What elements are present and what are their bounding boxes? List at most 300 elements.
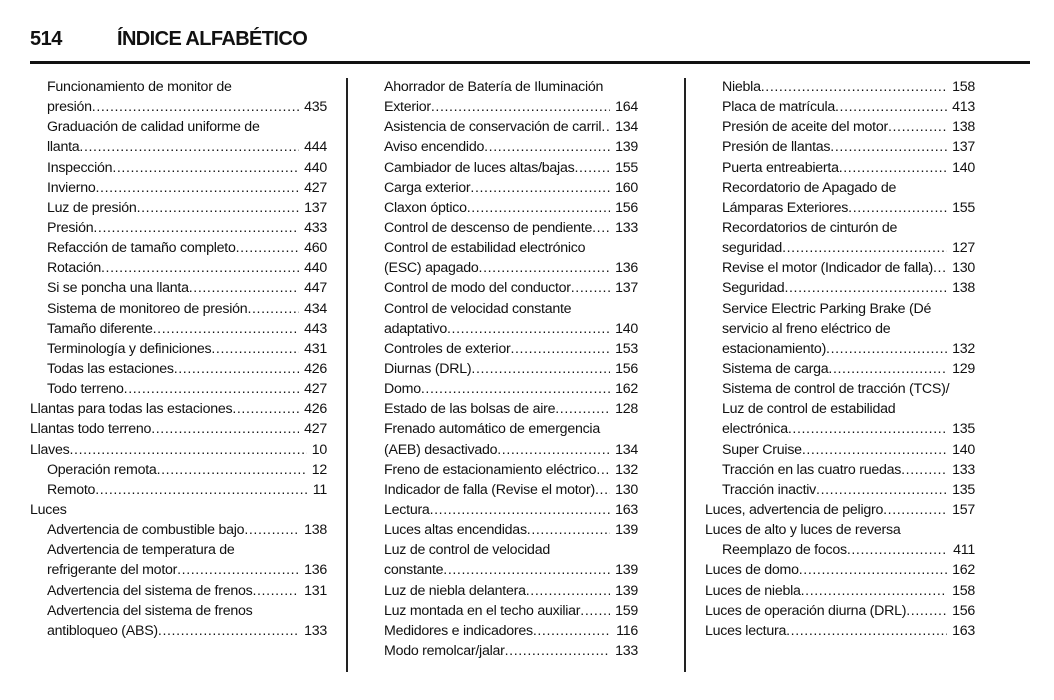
entry-text: Super Cruise xyxy=(722,441,802,458)
index-entry xyxy=(30,581,327,601)
dot-leader xyxy=(571,278,610,298)
entry-page-number: 10 xyxy=(311,441,327,458)
dot-leader xyxy=(479,258,611,278)
index-entry xyxy=(384,319,638,339)
index-column-2 xyxy=(384,77,638,661)
index-entry xyxy=(384,77,638,97)
entry-text: Llantas para todas las estaciones xyxy=(30,401,233,418)
dot-leader xyxy=(443,560,610,580)
entry-text: Todo terreno xyxy=(47,381,124,398)
entry-page-number: 135 xyxy=(952,481,975,498)
entry-page-number: 136 xyxy=(304,562,327,579)
entry-text: Luz de control de estabilidad xyxy=(722,401,896,418)
entry-text: Presión xyxy=(47,219,94,236)
entry-text: Aviso encendido xyxy=(384,139,485,156)
index-entry xyxy=(30,299,327,319)
entry-page-number: 155 xyxy=(615,159,638,176)
dot-leader xyxy=(592,218,610,238)
entry-page-number: 11 xyxy=(312,481,327,498)
entry-text: Lectura xyxy=(384,501,430,518)
entry-text: Sistema de control de tracción (TCS)/ xyxy=(722,381,950,398)
index-entry xyxy=(30,500,327,520)
dot-leader xyxy=(112,158,299,178)
entry-text: Domo xyxy=(384,381,421,398)
dot-leader xyxy=(79,137,299,157)
dot-leader xyxy=(786,621,947,641)
index-entry xyxy=(30,97,327,117)
entry-page-number: 133 xyxy=(952,461,975,478)
dot-leader xyxy=(788,419,947,439)
index-entry xyxy=(705,117,975,137)
index-entry xyxy=(705,218,975,238)
entry-text: Inspección xyxy=(47,159,113,176)
entry-page-number: 128 xyxy=(615,401,638,418)
index-entry xyxy=(30,601,327,621)
index-entry xyxy=(705,278,975,298)
entry-page-number: 163 xyxy=(615,501,638,518)
dot-leader xyxy=(467,198,610,218)
entry-text: Advertencia del sistema de frenos xyxy=(47,602,253,619)
index-entry xyxy=(705,299,975,319)
entry-text: Todas las estaciones xyxy=(47,360,174,377)
entry-page-number: 162 xyxy=(615,381,638,398)
index-entry xyxy=(384,601,638,621)
entry-text: Exterior xyxy=(384,99,431,116)
index-entry xyxy=(30,379,327,399)
dot-leader xyxy=(883,500,947,520)
entry-text: Luces xyxy=(30,501,67,518)
column-divider xyxy=(684,78,686,672)
entry-page-number: 162 xyxy=(952,562,975,579)
entry-text: Luces de alto y luces de reversa xyxy=(705,522,901,539)
entry-text: Niebla xyxy=(722,79,761,95)
entry-page-number: 433 xyxy=(304,219,327,236)
index-entry xyxy=(705,258,975,278)
dot-leader xyxy=(211,339,299,359)
index-column-1 xyxy=(30,77,327,641)
entry-page-number: 135 xyxy=(952,421,975,438)
index-entry xyxy=(705,238,975,258)
entry-text: Reemplazo de focos xyxy=(722,542,847,559)
dot-leader xyxy=(174,359,299,379)
dot-leader xyxy=(816,480,947,500)
entry-text: Presión de llantas xyxy=(722,139,831,156)
entry-text: Remoto xyxy=(47,481,96,498)
entry-page-number: 159 xyxy=(615,602,638,619)
entry-text: Invierno xyxy=(47,179,96,196)
entry-text: Indicador de falla (Revise el motor) xyxy=(384,481,596,498)
index-entry xyxy=(705,480,975,500)
entry-page-number: 116 xyxy=(616,622,638,639)
dot-leader xyxy=(801,581,947,601)
page-number: 514 xyxy=(30,28,62,50)
index-entry xyxy=(705,97,975,117)
index-entry xyxy=(705,419,975,439)
dot-leader xyxy=(236,238,299,258)
entry-page-number: 444 xyxy=(304,139,327,156)
entry-page-number: 443 xyxy=(304,320,327,337)
entry-text: Luz montada en el techo auxiliar xyxy=(384,602,581,619)
entry-page-number: 156 xyxy=(615,360,638,377)
entry-text: seguridad xyxy=(722,240,783,257)
index-entry xyxy=(384,419,638,439)
entry-text: Service Electric Parking Brake (Dé xyxy=(722,300,932,317)
entry-page-number: 158 xyxy=(952,582,975,599)
entry-page-number: 153 xyxy=(615,340,638,357)
entry-text: Presión de aceite del motor xyxy=(722,119,888,136)
dot-leader xyxy=(124,379,299,399)
entry-text: Luces de domo xyxy=(705,562,799,579)
index-entry xyxy=(384,560,638,580)
entry-text: Sistema de carga xyxy=(722,360,829,377)
entry-text: antibloqueo (ABS) xyxy=(47,622,158,639)
entry-page-number: 132 xyxy=(952,340,975,357)
index-entry xyxy=(30,359,327,379)
entry-page-number: 130 xyxy=(952,260,975,277)
entry-page-number: 156 xyxy=(952,602,975,619)
dot-leader xyxy=(802,440,947,460)
dot-leader xyxy=(92,97,299,117)
entry-text: servicio al freno eléctrico de xyxy=(722,320,891,337)
dot-leader xyxy=(574,158,610,178)
entry-text: Luces de niebla xyxy=(705,582,801,599)
index-entry xyxy=(30,178,327,198)
index-entry xyxy=(705,198,975,218)
dot-leader xyxy=(933,258,947,278)
entry-text: Tracción en las cuatro ruedas xyxy=(722,461,902,478)
dot-leader xyxy=(421,379,610,399)
entry-text: Controles de exterior xyxy=(384,340,511,357)
dot-leader xyxy=(510,339,610,359)
dot-leader xyxy=(158,621,299,641)
index-entry xyxy=(384,97,638,117)
dot-leader xyxy=(95,480,308,500)
index-entry xyxy=(705,359,975,379)
dot-leader xyxy=(782,238,947,258)
dot-leader xyxy=(93,218,299,238)
index-entry xyxy=(30,158,327,178)
index-entry xyxy=(705,399,975,419)
entry-text: refrigerante del motor xyxy=(47,562,178,579)
dot-leader xyxy=(157,460,307,480)
entry-page-number: 440 xyxy=(304,260,327,277)
index-entry xyxy=(384,540,638,560)
entry-text: Llaves xyxy=(30,441,70,458)
dot-leader xyxy=(555,399,610,419)
dot-leader xyxy=(447,319,610,339)
entry-text: Sistema de monitoreo de presión xyxy=(47,300,248,317)
entry-text: Seguridad xyxy=(722,280,785,297)
dot-leader xyxy=(70,440,307,460)
entry-text: Llantas todo terreno xyxy=(30,421,152,438)
dot-leader xyxy=(596,460,610,480)
index-entry xyxy=(384,178,638,198)
index-entry xyxy=(384,258,638,278)
index-entry xyxy=(30,339,327,359)
index-entry xyxy=(384,520,638,540)
index-entry xyxy=(30,117,327,137)
entry-page-number: 156 xyxy=(615,199,638,216)
entry-page-number: 155 xyxy=(952,199,975,216)
entry-page-number: 139 xyxy=(615,582,638,599)
entry-page-number: 133 xyxy=(304,622,327,639)
index-entry xyxy=(705,540,975,560)
dot-leader xyxy=(471,359,610,379)
entry-page-number: 435 xyxy=(304,99,327,116)
dot-leader xyxy=(828,359,947,379)
header-rule xyxy=(30,61,1030,64)
dot-leader xyxy=(848,198,947,218)
entry-text: Luces altas encendidas xyxy=(384,522,527,539)
entry-page-number: 427 xyxy=(304,421,327,438)
entry-page-number: 138 xyxy=(304,522,327,539)
index-entry xyxy=(30,319,327,339)
dot-leader xyxy=(431,97,610,117)
dot-leader xyxy=(527,520,610,540)
index-entry xyxy=(30,419,327,439)
entry-page-number: 447 xyxy=(304,280,327,297)
index-entry xyxy=(384,460,638,480)
entry-text: Ahorrador de Batería de Iluminación xyxy=(384,79,604,95)
entry-text: adaptativo xyxy=(384,320,447,337)
entry-text: Estado de las bolsas de aire xyxy=(384,401,556,418)
dot-leader xyxy=(232,399,299,419)
entry-page-number: 431 xyxy=(304,340,327,357)
entry-page-number: 133 xyxy=(615,219,638,236)
entry-text: Terminología y definiciones xyxy=(47,340,212,357)
dot-leader xyxy=(826,339,947,359)
entry-text: Modo remolcar/jalar xyxy=(384,642,505,659)
dot-leader xyxy=(580,601,610,621)
entry-page-number: 136 xyxy=(615,260,638,277)
entry-page-number: 426 xyxy=(304,401,327,418)
entry-text: Operación remota xyxy=(47,461,157,478)
dot-leader xyxy=(153,319,299,339)
entry-text: Control de descenso de pendiente xyxy=(384,219,593,236)
index-column-3 xyxy=(705,77,975,641)
entry-text: Luz de presión xyxy=(47,199,137,216)
index-entry xyxy=(705,158,975,178)
index-entry xyxy=(705,581,975,601)
entry-text: electrónica xyxy=(722,421,788,438)
entry-page-number: 160 xyxy=(615,179,638,196)
entry-text: Luces, advertencia de peligro xyxy=(705,501,884,518)
entry-text: Control de modo del conductor xyxy=(384,280,571,297)
dot-leader xyxy=(177,560,299,580)
index-entry xyxy=(30,258,327,278)
dot-leader xyxy=(497,440,610,460)
entry-page-number: 131 xyxy=(304,582,327,599)
entry-text: Funcionamiento de monitor de xyxy=(47,79,232,95)
dot-leader xyxy=(799,560,947,580)
entry-page-number: 427 xyxy=(304,179,327,196)
entry-text: Carga exterior xyxy=(384,179,471,196)
entry-text: Recordatorio de Apagado de xyxy=(722,179,897,196)
entry-page-number: 140 xyxy=(615,320,638,337)
entry-text: Control de estabilidad electrónico xyxy=(384,240,586,257)
index-entry xyxy=(705,601,975,621)
dot-leader xyxy=(901,460,947,480)
index-entry xyxy=(30,621,327,641)
entry-text: Control de velocidad constante xyxy=(384,300,572,317)
entry-text: Asistencia de conservación de carril xyxy=(384,119,602,136)
entry-text: Luces lectura xyxy=(705,622,787,639)
entry-text: Diurnas (DRL) xyxy=(384,360,472,377)
entry-page-number: 140 xyxy=(952,159,975,176)
index-entry xyxy=(384,379,638,399)
entry-text: Advertencia de combustible bajo xyxy=(47,522,245,539)
entry-page-number: 137 xyxy=(304,199,327,216)
dot-leader xyxy=(888,117,947,137)
dot-leader xyxy=(189,278,299,298)
index-entry xyxy=(30,480,327,500)
entry-text: Claxon óptico xyxy=(384,199,467,216)
entry-page-number: 133 xyxy=(615,642,638,659)
index-entry xyxy=(384,299,638,319)
index-entry xyxy=(705,77,975,97)
entry-text: Revise el motor (Indicador de falla) xyxy=(722,260,934,277)
dot-leader xyxy=(839,158,947,178)
entry-page-number: 137 xyxy=(952,139,975,156)
index-entry xyxy=(384,137,638,157)
dot-leader xyxy=(95,178,299,198)
dot-leader xyxy=(906,601,947,621)
entry-page-number: 460 xyxy=(304,240,327,257)
entry-page-number: 129 xyxy=(952,360,975,377)
dot-leader xyxy=(595,480,610,500)
dot-leader xyxy=(835,97,947,117)
entry-page-number: 163 xyxy=(952,622,975,639)
entry-text: Puerta entreabierta xyxy=(722,159,839,176)
index-entry xyxy=(705,460,975,480)
index-entry xyxy=(30,278,327,298)
page-title: ÍNDICE ALFABÉTICO xyxy=(117,28,308,50)
index-entry xyxy=(705,560,975,580)
entry-text: estacionamiento) xyxy=(722,340,827,357)
entry-page-number: 427 xyxy=(304,381,327,398)
index-entry xyxy=(30,399,327,419)
index-entry xyxy=(705,178,975,198)
entry-text: constante xyxy=(384,562,444,579)
index-entry xyxy=(705,520,975,540)
entry-page-number: 134 xyxy=(615,441,638,458)
index-entry xyxy=(384,440,638,460)
entry-page-number: 164 xyxy=(615,99,638,116)
dot-leader xyxy=(430,500,611,520)
dot-leader xyxy=(533,621,611,641)
index-entry xyxy=(30,238,327,258)
entry-page-number: 434 xyxy=(304,300,327,317)
entry-text: Si se poncha una llanta xyxy=(47,280,189,297)
entry-text: Lámparas Exteriores xyxy=(722,199,849,216)
entry-text: (ESC) apagado xyxy=(384,260,479,277)
index-entry xyxy=(30,540,327,560)
index-entry xyxy=(30,560,327,580)
entry-page-number: 130 xyxy=(615,481,638,498)
entry-page-number: 138 xyxy=(952,119,975,136)
index-entry xyxy=(30,520,327,540)
entry-text: Tracción inactiv xyxy=(722,481,817,498)
dot-leader xyxy=(484,137,610,157)
entry-text: Refacción de tamaño completo xyxy=(47,240,236,257)
entry-page-number: 140 xyxy=(952,441,975,458)
dot-leader xyxy=(847,540,948,560)
index-entry xyxy=(384,278,638,298)
entry-text: Freno de estacionamiento eléctrico xyxy=(384,461,597,478)
entry-page-number: 411 xyxy=(953,542,975,559)
entry-page-number: 137 xyxy=(615,280,638,297)
index-entry xyxy=(705,137,975,157)
entry-page-number: 157 xyxy=(952,501,975,518)
entry-page-number: 413 xyxy=(952,99,975,116)
entry-text: Advertencia de temperatura de xyxy=(47,542,235,559)
index-entry xyxy=(384,359,638,379)
column-divider xyxy=(346,78,348,672)
index-entry xyxy=(705,339,975,359)
index-entry xyxy=(384,238,638,258)
index-entry xyxy=(384,399,638,419)
dot-leader xyxy=(601,117,610,137)
entry-page-number: 426 xyxy=(304,360,327,377)
dot-leader xyxy=(137,198,300,218)
entry-text: Luz de control de velocidad xyxy=(384,542,550,559)
entry-text: llanta xyxy=(47,139,80,156)
dot-leader xyxy=(151,419,299,439)
index-entry xyxy=(30,198,327,218)
entry-page-number: 440 xyxy=(304,159,327,176)
index-entry xyxy=(384,581,638,601)
entry-page-number: 158 xyxy=(952,79,975,95)
index-entry xyxy=(384,158,638,178)
index-entry xyxy=(30,77,327,97)
dot-leader xyxy=(526,581,610,601)
dot-leader xyxy=(784,278,947,298)
dot-leader xyxy=(244,520,299,540)
dot-leader xyxy=(470,178,610,198)
index-entry xyxy=(30,137,327,157)
dot-leader xyxy=(761,77,947,97)
entry-text: Medidores e indicadores xyxy=(384,622,533,639)
entry-text: Graduación de calidad uniforme de xyxy=(47,119,260,136)
entry-page-number: 139 xyxy=(615,562,638,579)
entry-text: Placa de matrícula xyxy=(722,99,835,116)
entry-page-number: 12 xyxy=(311,461,327,478)
index-entry xyxy=(384,480,638,500)
index-entry xyxy=(30,440,327,460)
index-entry xyxy=(705,319,975,339)
dot-leader xyxy=(101,258,299,278)
index-entry xyxy=(705,500,975,520)
entry-text: Luces de operación diurna (DRL) xyxy=(705,602,907,619)
entry-page-number: 139 xyxy=(615,139,638,156)
dot-leader xyxy=(505,641,610,661)
entry-text: (AEB) desactivado xyxy=(384,441,498,458)
entry-text: Luz de niebla delantera xyxy=(384,582,526,599)
entry-page-number: 139 xyxy=(615,522,638,539)
entry-text: presión xyxy=(47,99,92,116)
entry-page-number: 127 xyxy=(952,240,975,257)
entry-text: Advertencia del sistema de frenos xyxy=(47,582,253,599)
index-entry xyxy=(705,440,975,460)
index-entry xyxy=(384,500,638,520)
entry-text: Recordatorios de cinturón de xyxy=(722,219,898,236)
dot-leader xyxy=(830,137,947,157)
entry-page-number: 132 xyxy=(615,461,638,478)
dot-leader xyxy=(247,299,299,319)
index-entry xyxy=(30,218,327,238)
entry-text: Cambiador de luces altas/bajas xyxy=(384,159,575,176)
entry-page-number: 134 xyxy=(615,119,638,136)
